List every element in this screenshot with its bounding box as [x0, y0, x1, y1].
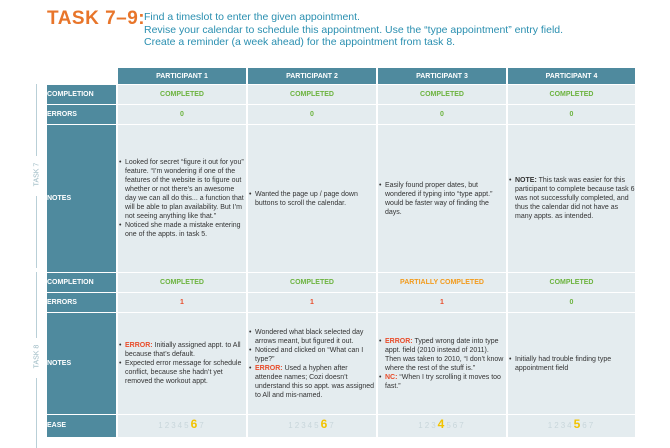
participant-header: PARTICIPANT 4 [507, 68, 635, 85]
notes-cell [247, 125, 377, 273]
ease-scale-cell [247, 415, 377, 437]
ease-number: 7 [459, 421, 466, 431]
ease-selected-number: 6 [320, 417, 330, 432]
error-count: 1 [247, 293, 377, 313]
row-label-notes: NOTES [47, 125, 117, 273]
ease-selected-number: 6 [190, 417, 200, 432]
completion-status: COMPLETED [377, 85, 507, 105]
error-count: 0 [377, 105, 507, 125]
participant-header: PARTICIPANT 2 [247, 68, 377, 85]
error-count: 0 [507, 105, 635, 125]
completion-status: COMPLETED [117, 273, 247, 293]
ease-number: 4 [177, 421, 185, 431]
row-label-ease: EASE [47, 415, 117, 437]
note-item: • Expected error message for schedule conflict, because she hadn’t yet removed the workout appt. [125, 359, 246, 386]
ease-number: 3 [171, 421, 178, 431]
task-title: TASK 7–9: [47, 8, 146, 29]
note-item: • NC: “When I try scrolling it moves too fast.” [385, 373, 506, 391]
error-count: 0 [507, 293, 635, 313]
completion-status: COMPLETED [507, 273, 635, 293]
ease-number: 6 [582, 421, 589, 431]
ease-number: 1 [288, 421, 295, 431]
task-7-label: TASK 7 [33, 162, 41, 187]
task-description [144, 11, 563, 49]
results-table [47, 68, 635, 437]
ease-scale-cell [507, 415, 635, 437]
task-line-2: Revise your calendar to schedule this appointment. Use the “type appointment” entry field. [144, 23, 564, 36]
ease-scale-cell [377, 415, 507, 437]
ease-number: 7 [199, 421, 206, 431]
ease-scale [158, 417, 206, 432]
note-item: • Easily found proper dates, but wondered if typing into “type appt.” would be faster way of finding the days. [385, 181, 506, 217]
ease-number: 1 [547, 421, 555, 431]
note-item: • Wanted the page up / page down buttons to scroll the calendar. [255, 190, 376, 208]
task-8-band [31, 272, 43, 448]
task8-errors-row [47, 293, 635, 313]
ease-number: 3 [560, 421, 568, 431]
completion-status: COMPLETED [507, 85, 635, 105]
ease-number: 2 [554, 421, 561, 431]
ease-selected-number: 5 [573, 417, 583, 432]
row-label-errors: ERRORS [47, 293, 117, 313]
completion-status: COMPLETED [247, 85, 377, 105]
ease-number: 5 [446, 421, 453, 431]
ease-number: 4 [567, 421, 574, 431]
note-item: • Initially had trouble finding type appointment field [515, 355, 635, 373]
task8-ease-row [47, 415, 635, 437]
error-count: 0 [117, 105, 247, 125]
notes-cell [247, 313, 377, 415]
ease-number: 3 [301, 421, 308, 431]
row-label-completion: COMPLETION [47, 273, 117, 293]
note-item: • Noticed she made a mistake entering one of the appts. in task 5. [125, 221, 246, 239]
row-label-errors: ERRORS [47, 105, 117, 125]
ease-number: 4 [307, 421, 315, 431]
task-line-3: Create a reminder (a week ahead) for the appointment from task 8. [144, 36, 456, 48]
task-line-1: Find a timeslot to enter the given appointment. [144, 11, 360, 23]
note-item: • ERROR: Initially assigned appt. to All because that’s default. [125, 341, 246, 359]
ease-selected-number: 4 [437, 417, 447, 432]
notes-cell [507, 125, 635, 273]
ease-number: 1 [158, 421, 165, 431]
ease-number: 5 [184, 421, 191, 431]
task7-completion-row [47, 85, 635, 105]
completion-status: COMPLETED [117, 85, 247, 105]
error-count: 0 [247, 105, 377, 125]
task-7-band [31, 84, 43, 268]
ease-number: 2 [424, 421, 432, 431]
ease-scale-cell [117, 415, 247, 437]
completion-status: PARTIALLY COMPLETED [377, 273, 507, 293]
ease-number: 6 [452, 421, 460, 431]
row-label-completion: COMPLETION [47, 85, 117, 105]
notes-cell [117, 125, 247, 273]
notes-cell [507, 313, 635, 415]
task-8-label: TASK 8 [33, 344, 41, 369]
notes-cell [377, 125, 507, 273]
note-item: • Noticed and clicked on “What can I type?” [255, 346, 376, 364]
ease-scale [418, 417, 466, 432]
note-item: • Looked for secret “figure it out for you” feature. “I’m wondering if one of the features of the website is to figure out whether or not there’s an awesome day we can all do this... a function that will be able to plan availability. But I’m not seeing anything like that.” [125, 158, 246, 221]
row-label-notes: NOTES [47, 313, 117, 415]
notes-cell [117, 313, 247, 415]
task7-notes-row [47, 125, 635, 273]
ease-number: 3 [431, 421, 438, 431]
notes-cell [377, 313, 507, 415]
note-item: • ERROR: Typed wrong date into type appt. field (2010 instead of 2011). Then was taken to 2010, “I don’t know where the rest of the stuff is.” [385, 337, 506, 373]
ease-number: 7 [329, 421, 336, 431]
ease-scale [288, 417, 336, 432]
ease-number: 7 [588, 421, 596, 431]
participant-header: PARTICIPANT 3 [377, 68, 507, 85]
ease-number: 1 [418, 421, 425, 431]
ease-scale [547, 417, 596, 432]
note-item: • ERROR: Used a hyphen after attendee names; Cozi doesn’t understand this so appt. was assigned to All and mis-named. [255, 364, 376, 400]
completion-status: COMPLETED [247, 273, 377, 293]
task8-completion-row [47, 273, 635, 293]
table-corner [47, 68, 117, 85]
ease-number: 2 [164, 421, 172, 431]
note-item: • NOTE: This task was easier for this participant to complete because task 6 was not successfully completed, and thus the calendar did not have as many appts. as intended. [515, 176, 635, 221]
task8-notes-row [47, 313, 635, 415]
error-count: 1 [117, 293, 247, 313]
task7-errors-row [47, 105, 635, 125]
ease-number: 5 [314, 421, 321, 431]
ease-number: 2 [294, 421, 302, 431]
note-item: • Wondered what black selected day arrows meant, but figured it out. [255, 328, 376, 346]
error-count: 1 [377, 293, 507, 313]
participant-header: PARTICIPANT 1 [117, 68, 247, 85]
